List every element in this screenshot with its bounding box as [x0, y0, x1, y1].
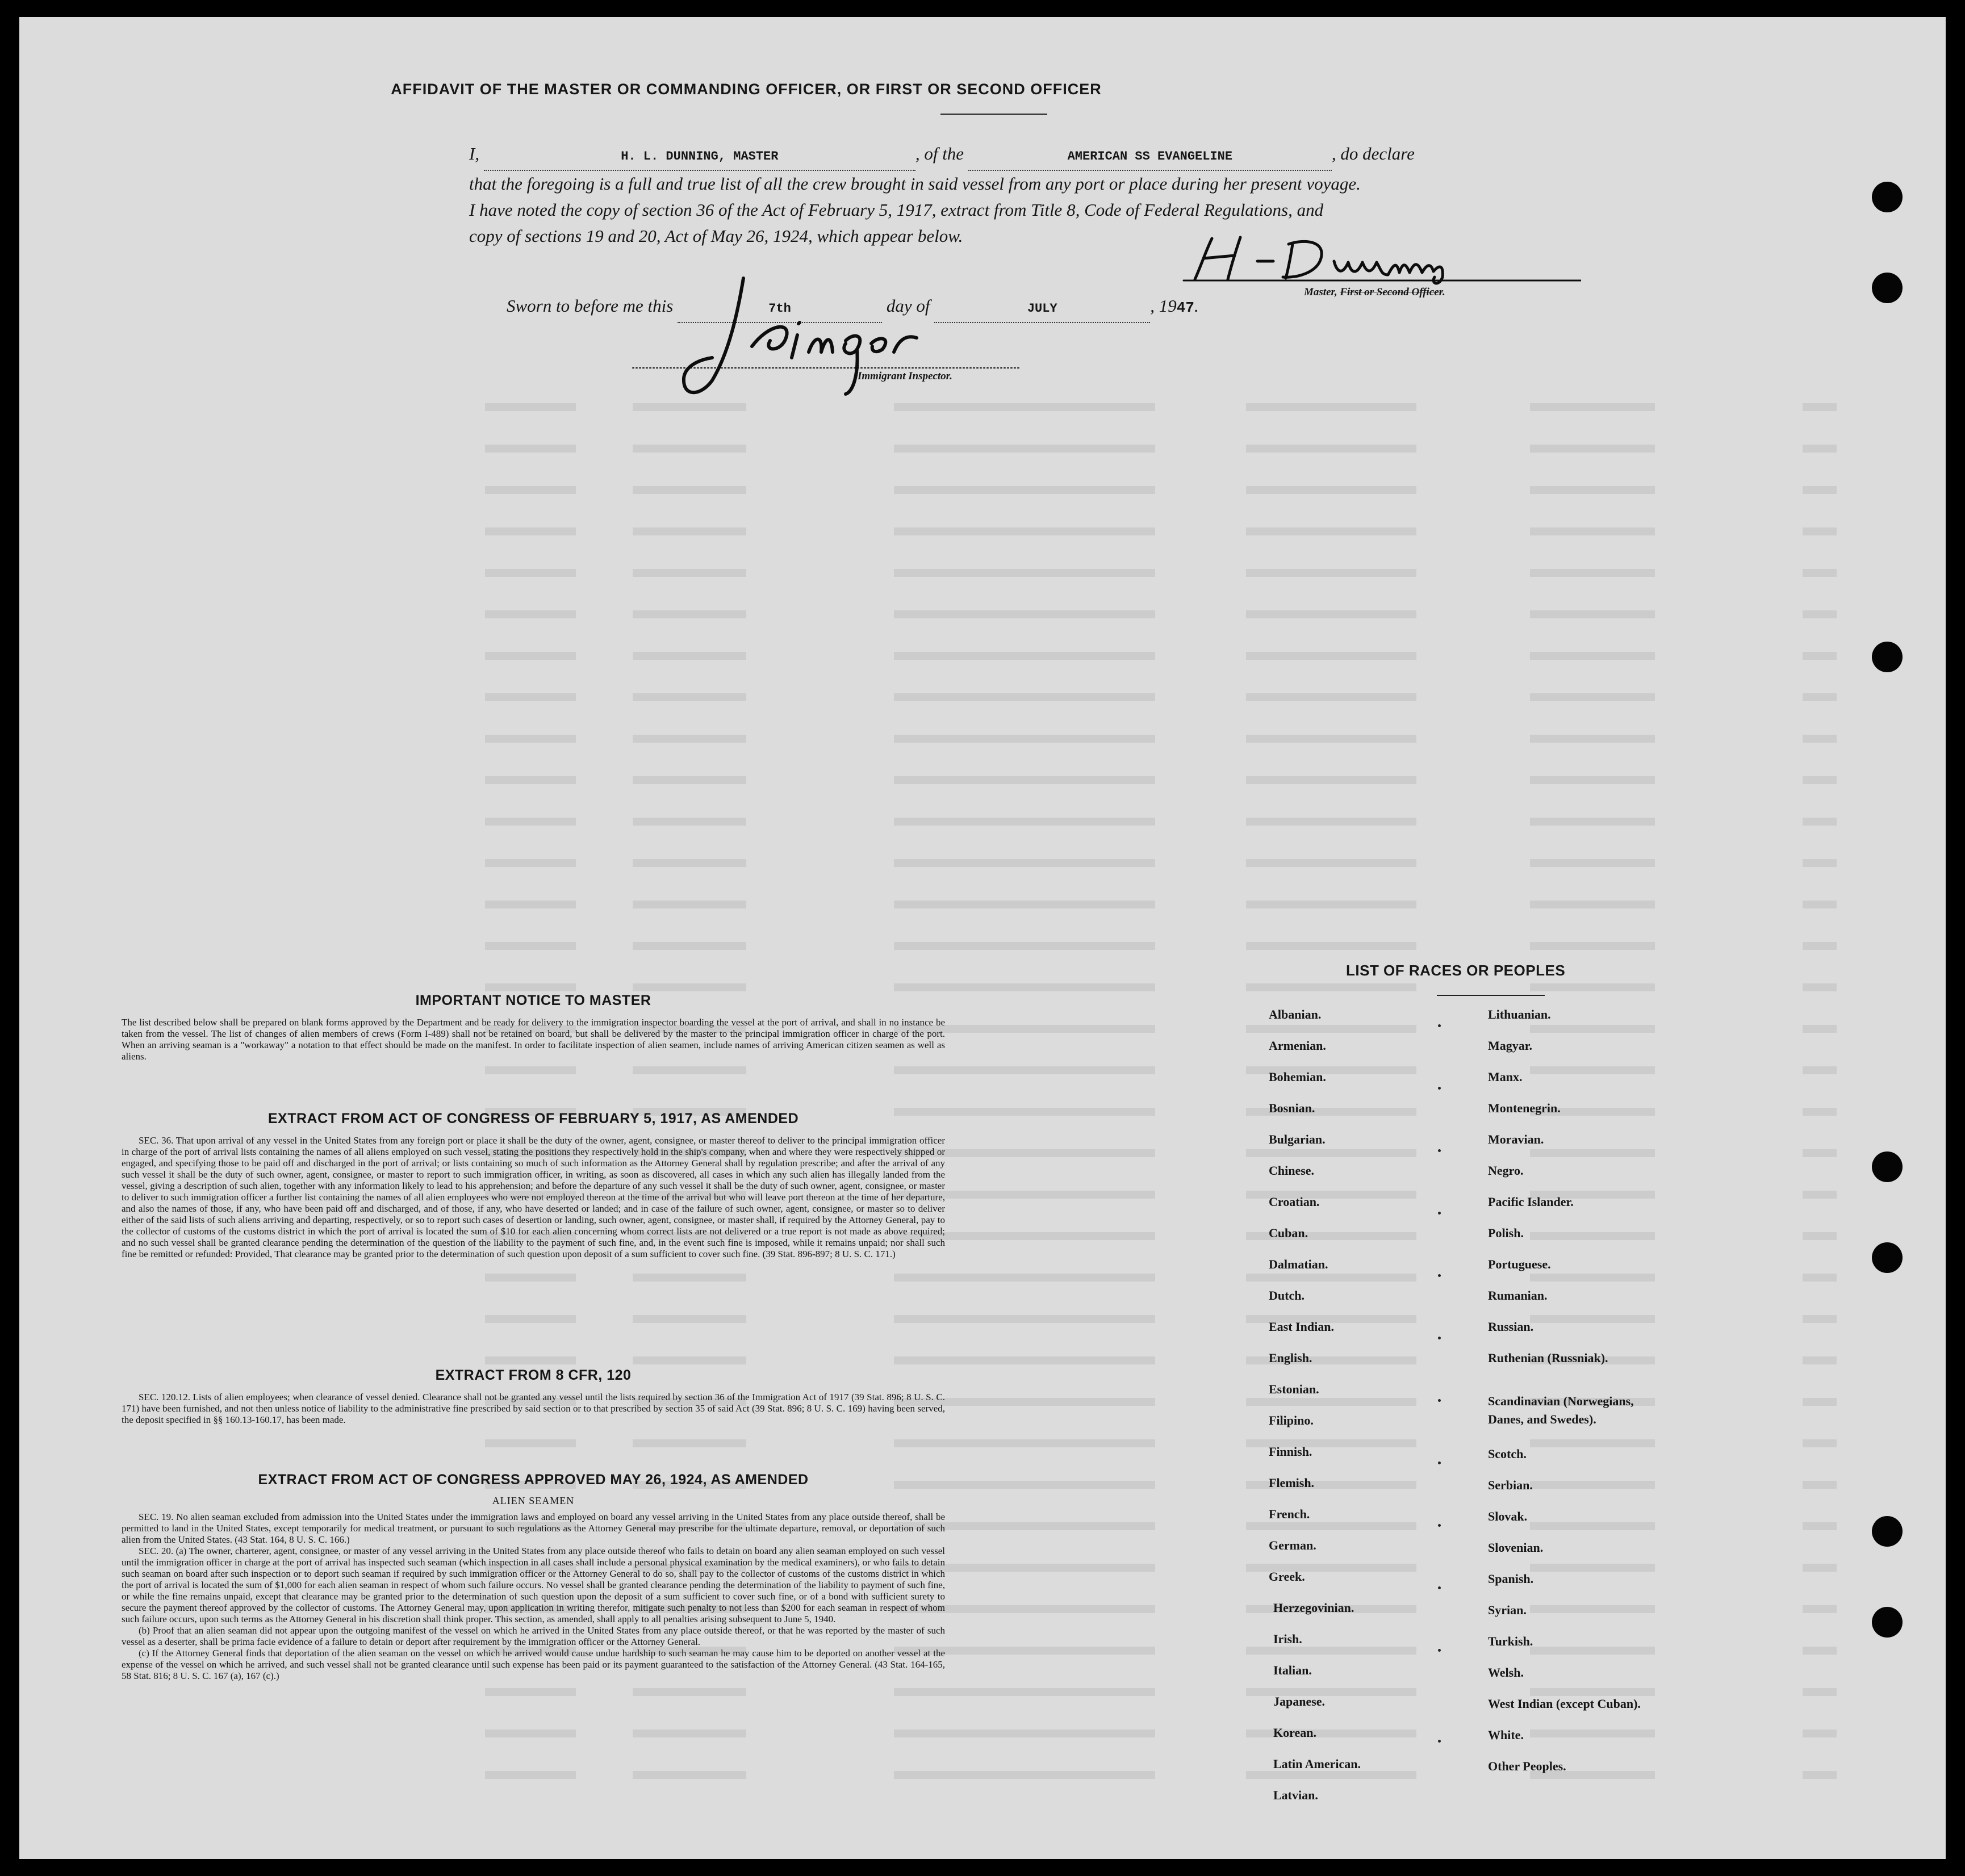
bleed-through-mark	[1803, 1315, 1837, 1323]
mark-dot	[1438, 1024, 1441, 1027]
bleed-through-mark	[485, 569, 576, 577]
bleed-through-mark	[1246, 569, 1416, 577]
race-item: Scandinavian (Norwegians,	[1488, 1394, 1634, 1408]
bleed-through-mark	[1530, 1688, 1655, 1696]
bleed-through-mark	[633, 901, 746, 908]
bleed-through-mark	[633, 983, 746, 991]
race-item: Turkish.	[1488, 1634, 1533, 1648]
declaration-line-4: copy of sections 19 and 20, Act of May 26, 1924, which appear below.	[469, 226, 963, 246]
bleed-through-mark	[633, 693, 746, 701]
race-item: Pacific Islander.	[1488, 1195, 1574, 1209]
race-item: Spanish.	[1488, 1572, 1534, 1586]
bleed-through-mark	[485, 735, 576, 743]
bleed-through-mark	[485, 486, 576, 494]
bleed-through-mark	[633, 1771, 746, 1779]
bleed-through-mark	[485, 1439, 576, 1447]
bleed-through-mark	[485, 1274, 576, 1282]
bleed-through-mark	[1530, 1522, 1655, 1530]
bleed-through-mark	[1246, 486, 1416, 494]
race-item: Russian.	[1488, 1320, 1534, 1334]
extract-1917-heading: EXTRACT FROM ACT OF CONGRESS OF FEBRUARY 5, 1917, AS AMENDED	[267, 1111, 799, 1127]
mark-dot	[1438, 1399, 1441, 1402]
mark-dot	[1438, 1462, 1441, 1464]
bleed-through-mark	[894, 527, 1007, 535]
master-signature	[1172, 227, 1581, 290]
bleed-through-mark	[894, 983, 1007, 991]
bleed-through-mark	[1803, 1439, 1837, 1447]
race-item: Welsh.	[1488, 1665, 1524, 1680]
bleed-through-mark	[1007, 1481, 1155, 1489]
extract-1917-body: SEC. 36. That upon arrival of any vessel in the United States from any foreign port or place it shall be the duty of the owner, agent, consignee, or master thereof to deliver to the principal immigration officer in charge of the port of arrival lists containing the names of all aliens employed on such vessel, stating the positions they respectively hold in the ship's company, when and where they were respectively shipped or engaged, and specifying those to be paid off and discharged in the port of arrival; or lists containing so much of such information as the Attorney General shall by regulation prescribe; and after the arrival of any such vessel it shall be the duty of such owner, agent, consignee, or master to report to such immigration officer, in writing, as soon as discovered, all cases in which any such alien has illegally landed from the vessel, giving a description of such alien, together with any information likely to lead to his apprehension; and before the departure of any such vessel it shall be the duty of such owner, agent, consignee, or master to deliver to such immigration officer a further list containing the names of all alien employees who were not employed thereon at the time of the arrival but who will leave port thereon at the time of her departure, and also the names of those, if any, who have been paid off and discharged, and of those, if any, who have deserted or landed; and in case of the failure of such owner, agent, consignee, or master so to deliver either of the said lists of such aliens arriving and departing, respectively, or so to report such cases of desertion or landing, such owner, agent, consignee, or master shall, if required by the Attorney General, pay to the collector of customs of the customs district in which the port of arrival is located the sum of $10 for each alien concerning whom correct lists are not delivered or a true report is not made as above required; and no such vessel shall be granted clearance pending the determination of the question of the liability to the payment of such fine, and, in the event such fine is imposed, while it remains unpaid; nor shall such fine be remitted or refunded: Provided, That clearance may be granted prior to the determination of such question upon deposit of a sum sufficient to cover such fine. (39 Stat. 896-897; 8 U. S. C. 171.)	[122, 1135, 945, 1259]
document-page	[19, 17, 1946, 1859]
bleed-through-mark	[1530, 1315, 1655, 1323]
bleed-through-mark	[485, 983, 576, 991]
race-item: Japanese.	[1273, 1694, 1326, 1709]
bleed-through-mark	[633, 527, 746, 535]
bleed-through-mark	[1803, 445, 1837, 453]
race-item: Korean.	[1273, 1726, 1316, 1740]
bleed-through-mark	[485, 942, 576, 950]
bleed-through-mark	[1007, 1191, 1155, 1199]
bleed-through-mark	[894, 1730, 1007, 1737]
bleed-through-mark	[894, 1315, 1007, 1323]
bleed-through-mark	[1803, 693, 1837, 701]
bleed-through-mark	[1007, 1771, 1155, 1779]
race-item: English.	[1269, 1351, 1312, 1365]
mark-dot	[1438, 1149, 1441, 1152]
bleed-through-mark	[1803, 1149, 1837, 1157]
race-item: Danes, and Swedes).	[1488, 1412, 1596, 1426]
punch-hole	[1872, 1151, 1903, 1182]
bleed-through-mark	[1246, 735, 1416, 743]
bleed-through-mark	[894, 403, 1007, 411]
bleed-through-mark	[1007, 486, 1155, 494]
bleed-through-mark	[1007, 1730, 1155, 1737]
race-item: Lithuanian.	[1488, 1007, 1551, 1021]
bleed-through-mark	[485, 901, 576, 908]
bleed-through-mark	[485, 652, 576, 660]
bleed-through-mark	[894, 569, 1007, 577]
mark-dot	[1438, 1274, 1441, 1277]
bleed-through-mark	[1803, 735, 1837, 743]
bleed-through-mark	[633, 818, 746, 826]
bleed-through-mark	[894, 901, 1007, 908]
bleed-through-mark	[1803, 652, 1837, 660]
bleed-through-mark	[1803, 1605, 1837, 1613]
sec-20c-body: (c) If the Attorney General finds that deportation of the alien seaman on the vessel on which he arrived would cause undue hardship to such seaman he may cause him to be deported on another vessel at the expense of the vessel on which he arrived, and such vessel shall not be granted clearance until such expense has been paid or its payment guaranteed to the satisfaction of the Attorney General. (43 Stat. 164-165, 58 Stat. 816; 8 U. S. C. 167 (a), 167 (c).)	[122, 1648, 945, 1681]
race-item: Dutch.	[1269, 1288, 1305, 1303]
bleed-through-mark	[633, 1066, 746, 1074]
mark-dot	[1438, 1337, 1441, 1339]
bleed-through-mark	[1530, 818, 1655, 826]
bleed-through-mark	[1803, 1191, 1837, 1199]
bleed-through-mark	[1530, 901, 1655, 908]
bleed-through-mark	[1803, 818, 1837, 826]
bleed-through-mark	[1007, 983, 1155, 991]
bleed-through-mark	[1246, 1149, 1416, 1157]
bleed-through-mark	[1246, 403, 1416, 411]
punch-hole	[1872, 1607, 1903, 1638]
race-item: Armenian.	[1269, 1038, 1326, 1053]
race-item: Croatian.	[1269, 1195, 1320, 1209]
bleed-through-mark	[894, 693, 1007, 701]
race-item: Moravian.	[1488, 1132, 1544, 1146]
alien-seamen-subheading: ALIEN SEAMEN	[492, 1495, 575, 1506]
bleed-through-mark	[1803, 1688, 1837, 1696]
race-item: Finnish.	[1269, 1444, 1312, 1459]
race-item: Italian.	[1273, 1663, 1312, 1677]
bleed-through-mark	[1007, 1564, 1155, 1572]
bleed-through-mark	[1246, 445, 1416, 453]
bleed-through-mark	[1803, 1771, 1837, 1779]
race-item: German.	[1269, 1538, 1316, 1552]
race-item: Syrian.	[1488, 1603, 1527, 1617]
bleed-through-mark	[1530, 1066, 1655, 1074]
bleed-through-mark	[485, 776, 576, 784]
bleed-through-mark	[1803, 403, 1837, 411]
bleed-through-mark	[1530, 1481, 1655, 1489]
bleed-through-mark	[1007, 1688, 1155, 1696]
bleed-through-mark	[1803, 942, 1837, 950]
notice-body: The list described below shall be prepared on blank forms approved by the Department and be ready for delivery to the immigration inspector boarding the vessel at the port of arrival, and shall in no instance be taken from the vessel. The list of changes of alien members of crews (Form I-489) shall not be retained on board, but shall be delivered by the master to the principal immigration officer in charge of the port. When an arriving seaman is a "workaway" a notation to that effect should be made on the manifest. In order to facilitate inspection of alien seamen, include names of arriving American citizen seamen as well as aliens.	[122, 1017, 945, 1062]
race-item: Rumanian.	[1488, 1288, 1548, 1303]
race-item: Ruthenian (Russniak).	[1488, 1351, 1608, 1365]
sworn-year-field: 47	[1176, 299, 1194, 316]
bleed-through-mark	[1246, 1522, 1416, 1530]
sworn-day-field: 7th	[678, 296, 882, 323]
bleed-through-mark	[633, 1274, 746, 1282]
extract-1924-heading: EXTRACT FROM ACT OF CONGRESS APPROVED MAY 26, 1924, AS AMENDED	[258, 1472, 809, 1488]
extract-1917-section	[122, 1111, 945, 1260]
affidavit-title: AFFIDAVIT OF THE MASTER OR COMMANDING OFFICER, OR FIRST OR SECOND OFFICER	[391, 81, 1102, 98]
race-item: Albanian.	[1269, 1007, 1322, 1021]
bleed-through-mark	[894, 1439, 1007, 1447]
bleed-through-mark	[1246, 693, 1416, 701]
bleed-through-mark	[1246, 1771, 1416, 1779]
bleed-through-mark	[1530, 403, 1655, 411]
races-rule	[1437, 995, 1545, 996]
bleed-through-mark	[894, 1688, 1007, 1696]
bleed-through-mark	[1803, 1108, 1837, 1116]
bleed-through-mark	[1803, 569, 1837, 577]
sec-19-body: SEC. 19. No alien seaman excluded from admission into the United States under the immigration laws and employed on board any vessel arriving in the United States from any place outside thereof, shall be permitted to land in the United States, except temporarily for medical treatment, or pursuant to such regulations as the Attorney General may prescribe for the ultimate departure, removal, or deportation of such alien from the United States. (43 Stat. 164, 8 U. S. C. 166.)	[122, 1511, 945, 1545]
race-item: Latin American.	[1273, 1757, 1361, 1771]
bleed-through-mark	[1007, 1605, 1155, 1613]
bleed-through-mark	[1246, 1274, 1416, 1282]
notice-section	[122, 993, 945, 1062]
mark-dot	[1438, 1087, 1441, 1090]
bleed-through-mark	[1530, 569, 1655, 577]
bleed-through-mark	[1530, 1232, 1655, 1240]
bleed-through-mark	[1530, 652, 1655, 660]
bleed-through-mark	[1007, 445, 1155, 453]
race-item: Bohemian.	[1269, 1070, 1326, 1084]
extract-cfr-body: SEC. 120.12. Lists of alien employees; when clearance of vessel denied. Clearance shall not be granted any vessel until the lists required by section 36 of the Immigration Act of 1917 (39 Stat. 896; 8 U. S. C. 171) have been furnished, and not then unless notice of liability to the administrative fine prescribed by said section or to that prescribed by section 35 of said Act (39 Stat. 896; 8 U. S. C. 169) having been served, the deposit specified in §§ 160.13-160.17, has been made.	[122, 1392, 945, 1425]
bleed-through-mark	[894, 735, 1007, 743]
mark-dot	[1438, 1524, 1441, 1527]
bleed-through-mark	[633, 942, 746, 950]
bleed-through-mark	[485, 859, 576, 867]
master-signature-caption: Master, First or Second Officer.	[1304, 286, 1445, 298]
bleed-through-mark	[1007, 1274, 1155, 1282]
bleed-through-mark	[1246, 1647, 1416, 1655]
bleed-through-mark	[894, 1771, 1007, 1779]
race-item: Filipino.	[1269, 1413, 1314, 1427]
bleed-through-mark	[1246, 859, 1416, 867]
race-item: Dalmatian.	[1269, 1257, 1328, 1271]
bleed-through-mark	[894, 859, 1007, 867]
bleed-through-mark	[1246, 1688, 1416, 1696]
race-item: Montenegrin.	[1488, 1101, 1561, 1115]
races-heading: LIST OF RACES OR PEOPLES	[1346, 962, 1566, 979]
bleed-through-mark	[1007, 527, 1155, 535]
bleed-through-mark	[1530, 942, 1655, 950]
bleed-through-mark	[894, 942, 1007, 950]
bleed-through-mark	[633, 1730, 746, 1737]
bleed-through-mark	[1803, 610, 1837, 618]
bleed-through-mark	[1803, 1025, 1837, 1033]
bleed-through-mark	[1803, 486, 1837, 494]
bleed-through-mark	[894, 486, 1007, 494]
bleed-through-mark	[1246, 983, 1416, 991]
bleed-through-mark	[1530, 776, 1655, 784]
bleed-through-mark	[1246, 1025, 1416, 1033]
bleed-through-mark	[633, 735, 746, 743]
bleed-through-mark	[1530, 983, 1655, 991]
bleed-through-mark	[485, 818, 576, 826]
bleed-through-mark	[485, 445, 576, 453]
race-item: Slovak.	[1488, 1509, 1528, 1523]
bleed-through-mark	[1803, 983, 1837, 991]
inspector-signature	[621, 267, 1030, 403]
mark-dot	[1438, 1586, 1441, 1589]
bleed-through-mark	[1246, 610, 1416, 618]
bleed-through-mark	[1007, 735, 1155, 743]
bleed-through-mark	[1007, 818, 1155, 826]
bleed-through-mark	[485, 403, 576, 411]
bleed-through-mark	[1007, 1315, 1155, 1323]
bleed-through-mark	[485, 1066, 576, 1074]
bleed-through-mark	[485, 1356, 576, 1364]
race-item: West Indian (except Cuban).	[1488, 1697, 1641, 1711]
bleed-through-mark	[1007, 1232, 1155, 1240]
bleed-through-mark	[1530, 445, 1655, 453]
race-item: Polish.	[1488, 1226, 1524, 1240]
bleed-through-mark	[1007, 1439, 1155, 1447]
race-item: East Indian.	[1269, 1320, 1334, 1334]
bleed-through-mark	[1007, 1149, 1155, 1157]
bleed-through-mark	[485, 1688, 576, 1696]
bleed-through-mark	[894, 1356, 1007, 1364]
punch-hole	[1872, 642, 1903, 672]
bleed-through-mark	[1007, 403, 1155, 411]
bleed-through-mark	[1530, 1025, 1655, 1033]
bleed-through-mark	[894, 1274, 1007, 1282]
mark-dot	[1438, 1212, 1441, 1215]
bleed-through-mark	[1246, 818, 1416, 826]
punch-hole	[1872, 1242, 1903, 1273]
bleed-through-mark	[894, 1066, 1007, 1074]
bleed-through-mark	[1246, 776, 1416, 784]
bleed-through-mark	[1007, 569, 1155, 577]
race-item: Portuguese.	[1488, 1257, 1551, 1271]
race-item: Estonian.	[1269, 1382, 1319, 1396]
race-item: Cuban.	[1269, 1226, 1308, 1240]
bleed-through-mark	[633, 776, 746, 784]
race-item: Slovenian.	[1488, 1540, 1544, 1555]
bleed-through-mark	[1530, 1564, 1655, 1572]
bleed-through-mark	[633, 859, 746, 867]
declaration-line-3: I have noted the copy of section 36 of the Act of February 5, 1917, extract from Title 8, Code of Federal Regulations, and	[469, 200, 1324, 220]
bleed-through-mark	[1246, 527, 1416, 535]
race-item: Scotch.	[1488, 1447, 1527, 1461]
bleed-through-mark	[1803, 1481, 1837, 1489]
bleed-through-mark	[1803, 1274, 1837, 1282]
bleed-through-mark	[633, 403, 746, 411]
bleed-through-mark	[1530, 1647, 1655, 1655]
race-item: Serbian.	[1488, 1478, 1533, 1492]
bleed-through-mark	[1530, 1274, 1655, 1282]
bleed-through-mark	[1246, 1398, 1416, 1406]
race-item: Greek.	[1269, 1569, 1305, 1584]
race-item: Flemish.	[1269, 1476, 1315, 1490]
race-item: Chinese.	[1269, 1163, 1315, 1178]
bleed-through-mark	[485, 527, 576, 535]
bleed-through-mark	[633, 486, 746, 494]
extract-cfr-heading: EXTRACT FROM 8 CFR, 120	[435, 1367, 632, 1383]
race-item: Magyar.	[1488, 1038, 1533, 1053]
bleed-through-mark	[1530, 610, 1655, 618]
bleed-through-mark	[1530, 735, 1655, 743]
punch-hole	[1872, 273, 1903, 303]
bleed-through-mark	[485, 693, 576, 701]
bleed-through-mark	[1007, 776, 1155, 784]
sec-20a-body: SEC. 20. (a) The owner, charterer, agent, consignee, or master of any vessel arriving in the United States from any place outside thereof who fails to detain on board any alien seaman employed on such vessel until the immigration officer in charge at the port of arrival has inspected such seaman (which inspection in all cases shall include a personal physical examination by the medical examiners), or who fails to detain such seaman on board after such inspection or to deport such seaman if required by such immigration officer or the Attorney General to do so, shall pay to the collector of customs of the customs district in which the port of arrival is located the sum of $1,000 for each alien seaman in respect of whom such failure occurs. No vessel shall be granted clearance pending the determination of the liability to payment of such fine, or while the fine remains unpaid, except that clearance may be granted prior to the determination of such question upon the deposit of a sum sufficient to cover such fine, or of a bond with sufficient surety to secure the payment thereof approved by the collector of customs. The Attorney General may, upon application in writing therefor, mitigate such penalty to not less than $200 for each seaman in respect of whom such failure occurs, upon such terms as the Attorney General in his discretion shall think proper. This section, as amended, shall apply to all penalties arising subsequent to June 5, 1940.	[122, 1546, 945, 1624]
sec-20b-body: (b) Proof that an alien seaman did not appear upon the outgoing manifest of the vessel on which he arrived in the United States from any place outside thereof, or that he was reported by the master of such vessel as a deserter, shall be prima facie evidence of a failure to detain or deport after requirement by the immigration officer or the Attorney General.	[122, 1625, 945, 1647]
bleed-through-mark	[1007, 1025, 1155, 1033]
bleed-through-mark	[1007, 1522, 1155, 1530]
bleed-through-mark	[1803, 859, 1837, 867]
race-item: Latvian.	[1273, 1788, 1318, 1802]
bleed-through-mark	[1007, 1356, 1155, 1364]
race-item: Manx.	[1488, 1070, 1523, 1084]
bleed-through-mark	[1007, 1647, 1155, 1655]
bleed-through-mark	[1803, 776, 1837, 784]
extract-cfr-section	[122, 1367, 945, 1426]
bleed-through-mark	[1246, 1730, 1416, 1737]
bleed-through-mark	[1007, 901, 1155, 908]
bleed-through-mark	[633, 1356, 746, 1364]
title-rule	[940, 114, 1047, 115]
sworn-month-field: JULY	[934, 296, 1150, 323]
bleed-through-mark	[1803, 527, 1837, 535]
bleed-through-mark	[1007, 693, 1155, 701]
master-name-field: H. L. DUNNING, MASTER	[484, 144, 915, 171]
bleed-through-mark	[1803, 1730, 1837, 1737]
vessel-name-field: AMERICAN SS EVANGELINE	[968, 144, 1332, 171]
extract-1924-section	[122, 1472, 945, 1682]
bleed-through-mark	[894, 610, 1007, 618]
bleed-through-mark	[1803, 1066, 1837, 1074]
notice-heading: IMPORTANT NOTICE TO MASTER	[415, 993, 651, 1008]
race-item: Bulgarian.	[1269, 1132, 1326, 1146]
bleed-through-mark	[1246, 942, 1416, 950]
bleed-through-mark	[1803, 1647, 1837, 1655]
bleed-through-mark	[1246, 652, 1416, 660]
bleed-through-mark	[485, 1315, 576, 1323]
bleed-through-mark	[1007, 652, 1155, 660]
punch-hole	[1872, 182, 1903, 212]
bleed-through-mark	[1007, 859, 1155, 867]
declaration-line-1: I, H. L. DUNNING, MASTER , of the AMERICAN SS EVANGELINE , do declare	[469, 141, 1548, 171]
bleed-through-mark	[1803, 1398, 1837, 1406]
bleed-through-mark	[1803, 1232, 1837, 1240]
declaration-line-2: that the foregoing is a full and true list of all the crew brought in said vessel from any port or place during her present voyage.	[469, 174, 1361, 194]
bleed-through-mark	[1530, 693, 1655, 701]
bleed-through-mark	[1803, 901, 1837, 908]
mark-dot	[1438, 1740, 1441, 1743]
bleed-through-mark	[633, 1688, 746, 1696]
race-item: Other Peoples.	[1488, 1759, 1566, 1773]
race-item: Bosnian.	[1269, 1101, 1315, 1115]
bleed-through-mark	[1530, 1605, 1655, 1613]
bleed-through-mark	[1007, 610, 1155, 618]
bleed-through-mark	[633, 652, 746, 660]
mark-dot	[1438, 1649, 1441, 1652]
bleed-through-mark	[633, 1439, 746, 1447]
bleed-through-mark	[1007, 1398, 1155, 1406]
bleed-through-mark	[1803, 1522, 1837, 1530]
punch-hole	[1872, 1516, 1903, 1547]
bleed-through-mark	[633, 569, 746, 577]
bleed-through-mark	[1007, 1066, 1155, 1074]
race-item: Irish.	[1273, 1632, 1302, 1646]
race-item: Negro.	[1488, 1163, 1524, 1178]
bleed-through-mark	[633, 445, 746, 453]
bleed-through-mark	[894, 652, 1007, 660]
bleed-through-mark	[1530, 859, 1655, 867]
bleed-through-mark	[1007, 942, 1155, 950]
bleed-through-mark	[485, 1771, 576, 1779]
bleed-through-mark	[1530, 1730, 1655, 1737]
bleed-through-mark	[894, 445, 1007, 453]
bleed-through-mark	[633, 610, 746, 618]
inspector-caption: Immigrant Inspector.	[858, 370, 952, 382]
bleed-through-mark	[633, 1315, 746, 1323]
race-item: Herzegovinian.	[1273, 1601, 1354, 1615]
sworn-line: Sworn to before me this 7th day of JULY , 1947.	[507, 293, 1199, 323]
bleed-through-mark	[485, 1730, 576, 1737]
bleed-through-mark	[894, 776, 1007, 784]
bleed-through-mark	[1530, 1439, 1655, 1447]
bleed-through-mark	[894, 818, 1007, 826]
bleed-through-mark	[1803, 1356, 1837, 1364]
bleed-through-mark	[1530, 527, 1655, 535]
bleed-through-mark	[1803, 1564, 1837, 1572]
bleed-through-mark	[1530, 486, 1655, 494]
bleed-through-mark	[1246, 901, 1416, 908]
bleed-through-mark	[1530, 1149, 1655, 1157]
race-item: White.	[1488, 1728, 1524, 1742]
bleed-through-mark	[1007, 1108, 1155, 1116]
race-item: French.	[1269, 1507, 1310, 1521]
bleed-through-mark	[485, 610, 576, 618]
